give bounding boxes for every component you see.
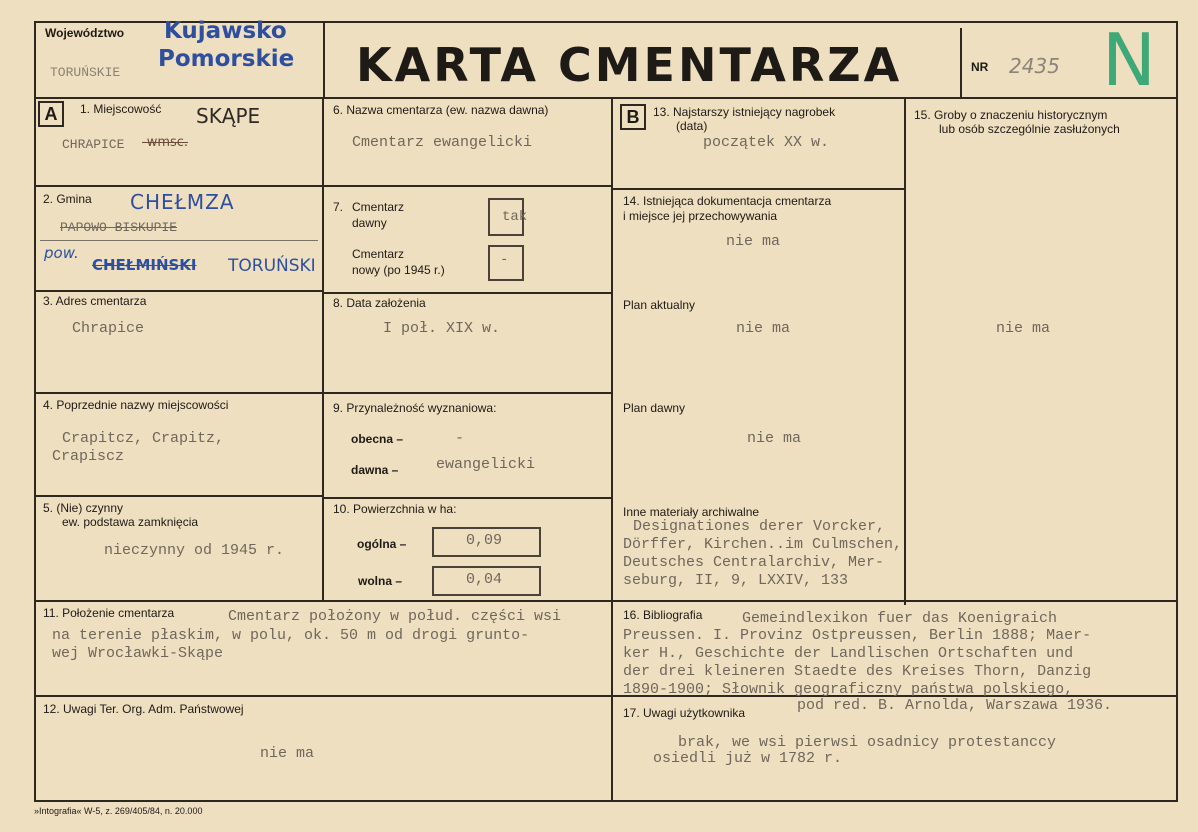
f5-label-1: 5. (Nie) czynny [43, 501, 124, 515]
f2-dotted-line [40, 240, 318, 241]
rule-left-row2 [34, 290, 322, 292]
f4-value-1: Crapitcz, Crapitz, [62, 430, 225, 447]
f3-value: Chrapice [72, 320, 145, 337]
f7-dawny-1: Cmentarz [352, 200, 405, 214]
plan-aktualny-value: nie ma [736, 320, 791, 337]
inne-value-1: Designationes derer Vorcker, [633, 518, 886, 535]
f4-label: 4. Poprzednie nazwy miejscowości [43, 398, 229, 412]
f3-label: 3. Adres cmentarza [43, 294, 147, 308]
rule-mid-row2 [322, 292, 611, 294]
footer-imprint: »Intografia« W-5, z. 269/405/84, n. 20.000 [34, 806, 203, 816]
f8-value: I poł. XIX w. [383, 320, 501, 337]
plan-dawny-label: Plan dawny [623, 401, 686, 415]
rule-mid-row1 [322, 185, 611, 187]
f16-value-5: 1890-1900; Słownik geograficzny państwa polskiego, [623, 681, 1074, 698]
f16-value-2: Preussen. I. Provinz Ostpreussen, Berlin 1888; Maer- [623, 627, 1092, 644]
f7-nowy-2: nowy (po 1945 r.) [352, 263, 445, 277]
f2-pow-struck: CHEŁMIŃSKI [92, 256, 197, 274]
f6-label: 6. Nazwa cmentarza (ew. nazwa dawna) [333, 103, 549, 117]
f13-label-1: 13. Najstarszy istniejący nagrobek [653, 105, 836, 119]
rule-header-col2 [960, 28, 962, 97]
f7-label: 7. [333, 200, 344, 214]
f10-label: 10. Powierzchnia w ha: [333, 502, 457, 516]
f15-value: nie ma [996, 320, 1051, 337]
f2-pow-prefix: pow. [44, 244, 79, 262]
rule-mid-row3 [322, 392, 611, 394]
f6-value: Cmentarz ewangelicki [352, 134, 533, 151]
rule-bottom [34, 800, 1178, 802]
rule-right [1176, 21, 1178, 802]
plan-dawny-value: nie ma [747, 430, 802, 447]
f13-value: początek XX w. [703, 134, 830, 151]
page-title: KARTA CMENTARZA [356, 38, 903, 92]
f7-nowy-1: Cmentarz [352, 247, 405, 261]
rule-left [34, 21, 36, 802]
rule-col-b [904, 97, 906, 605]
f16-value-6: pod red. B. Arnolda, Warszawa 1936. [797, 697, 1113, 714]
f15-label-2: lub osób szczególnie zasłużonych [939, 122, 1120, 136]
f15-label-1: 15. Groby o znaczeniu historycznym [914, 108, 1108, 122]
f14-label-1: 14. Istniejąca dokumentacja cmentarza [623, 194, 832, 208]
rule-header-bottom [34, 97, 1178, 99]
f2-label: 2. Gmina [43, 192, 92, 206]
section-b-letter: B [620, 104, 646, 130]
f7-dawny-2: dawny [352, 216, 387, 230]
f7-nowy-value: - [500, 252, 509, 268]
f10-ogolna-label: ogólna – [357, 537, 407, 551]
wojewodztwo-label: Województwo [45, 26, 125, 40]
f16-value-3: ker H., Geschichte der Landlischen Ortschaften und [623, 645, 1074, 662]
rule-left-row4 [34, 495, 322, 497]
nr-label: NR [971, 60, 989, 74]
rule-col-a1 [322, 97, 324, 600]
wojewodztwo-handwritten-2: Pomorskie [158, 46, 295, 72]
f8-label: 8. Data założenia [333, 296, 426, 310]
f9-obecna-value: - [455, 430, 465, 447]
f1-value: CHRAPICE [62, 137, 125, 152]
inne-value-4: seburg, II, 9, LXXIV, 133 [623, 572, 849, 589]
f2-value-struck: PAPOWO BISKUPIE [60, 220, 178, 235]
plan-aktualny-label: Plan aktualny [623, 298, 696, 312]
f14-value: nie ma [726, 233, 781, 250]
f7-dawny-value: tak [502, 209, 528, 225]
f1-label: 1. Miejscowość [80, 102, 162, 116]
f11-value-3: wej Wrocławki-Skąpe [52, 645, 224, 662]
f13-label-2: (data) [676, 119, 708, 133]
f14-label-2: i miejsce jej przechowywania [623, 209, 778, 223]
f12-value: nie ma [260, 745, 315, 762]
f17-value-1: brak, we wsi pierwsi osadnicy protestanccy [678, 734, 1057, 751]
f17-label: 17. Uwagi użytkownika [623, 706, 746, 720]
rule-b-row1 [611, 188, 904, 190]
f4-value-2: Crapiscz [52, 448, 125, 465]
f16-value-1: Gemeindlexikon fuer das Koenigraich [742, 610, 1058, 627]
section-a-letter: A [38, 101, 64, 127]
f2-pow-handwritten: TORUŃSKI [228, 256, 316, 276]
f9-dawna-value: ewangelicki [436, 456, 536, 473]
inne-label: Inne materiały archiwalne [623, 505, 760, 519]
f16-label: 16. Bibliografia [623, 608, 703, 622]
rule-mid-row4 [322, 497, 611, 499]
f9-obecna-label: obecna – [351, 432, 404, 446]
f2-handwritten: CHEŁMZA [130, 190, 235, 214]
wojewodztwo-typed: TORUŃSKIE [50, 65, 121, 80]
inne-value-2: Dörffer, Kirchen..im Culmschen, [623, 536, 903, 553]
f17-value-2: osiedli już w 1782 r. [653, 750, 843, 767]
f5-label-2: ew. podstawa zamknięcia [62, 515, 199, 529]
f16-value-4: der drei kleineren Staedte des Kreises Thorn, Danzig [623, 663, 1092, 680]
f11-value-1: Cmentarz położony w połud. części wsi [228, 608, 562, 625]
nr-mark: N [1102, 18, 1156, 102]
f10-wolna-value: 0,04 [466, 571, 503, 588]
wojewodztwo-handwritten-1: Kujawsko [164, 18, 287, 44]
f11-value-2: na terenie płaskim, w polu, ok. 50 m od drogi grunto- [52, 627, 530, 644]
f11-label: 11. Położenie cmentarza [43, 606, 175, 620]
rule-row-lower [34, 600, 1178, 602]
rule-left-row3 [34, 392, 322, 394]
inne-value-3: Deutsches Centralarchiv, Mer- [623, 554, 885, 571]
rule-left-row1 [34, 185, 322, 187]
f5-value: nieczynny od 1945 r. [104, 542, 285, 559]
f1-note: -wmsc. [142, 135, 189, 150]
nr-value: 2435 [1009, 54, 1060, 78]
rule-header-col1 [323, 21, 325, 97]
f10-wolna-label: wolna – [358, 574, 403, 588]
f12-label: 12. Uwagi Ter. Org. Adm. Państwowej [43, 702, 244, 716]
f9-dawna-label: dawna – [351, 463, 399, 477]
f1-handwritten: SKĄPE [196, 104, 261, 128]
f10-ogolna-value: 0,09 [466, 532, 503, 549]
f9-label: 9. Przynależność wyznaniowa: [333, 401, 497, 415]
